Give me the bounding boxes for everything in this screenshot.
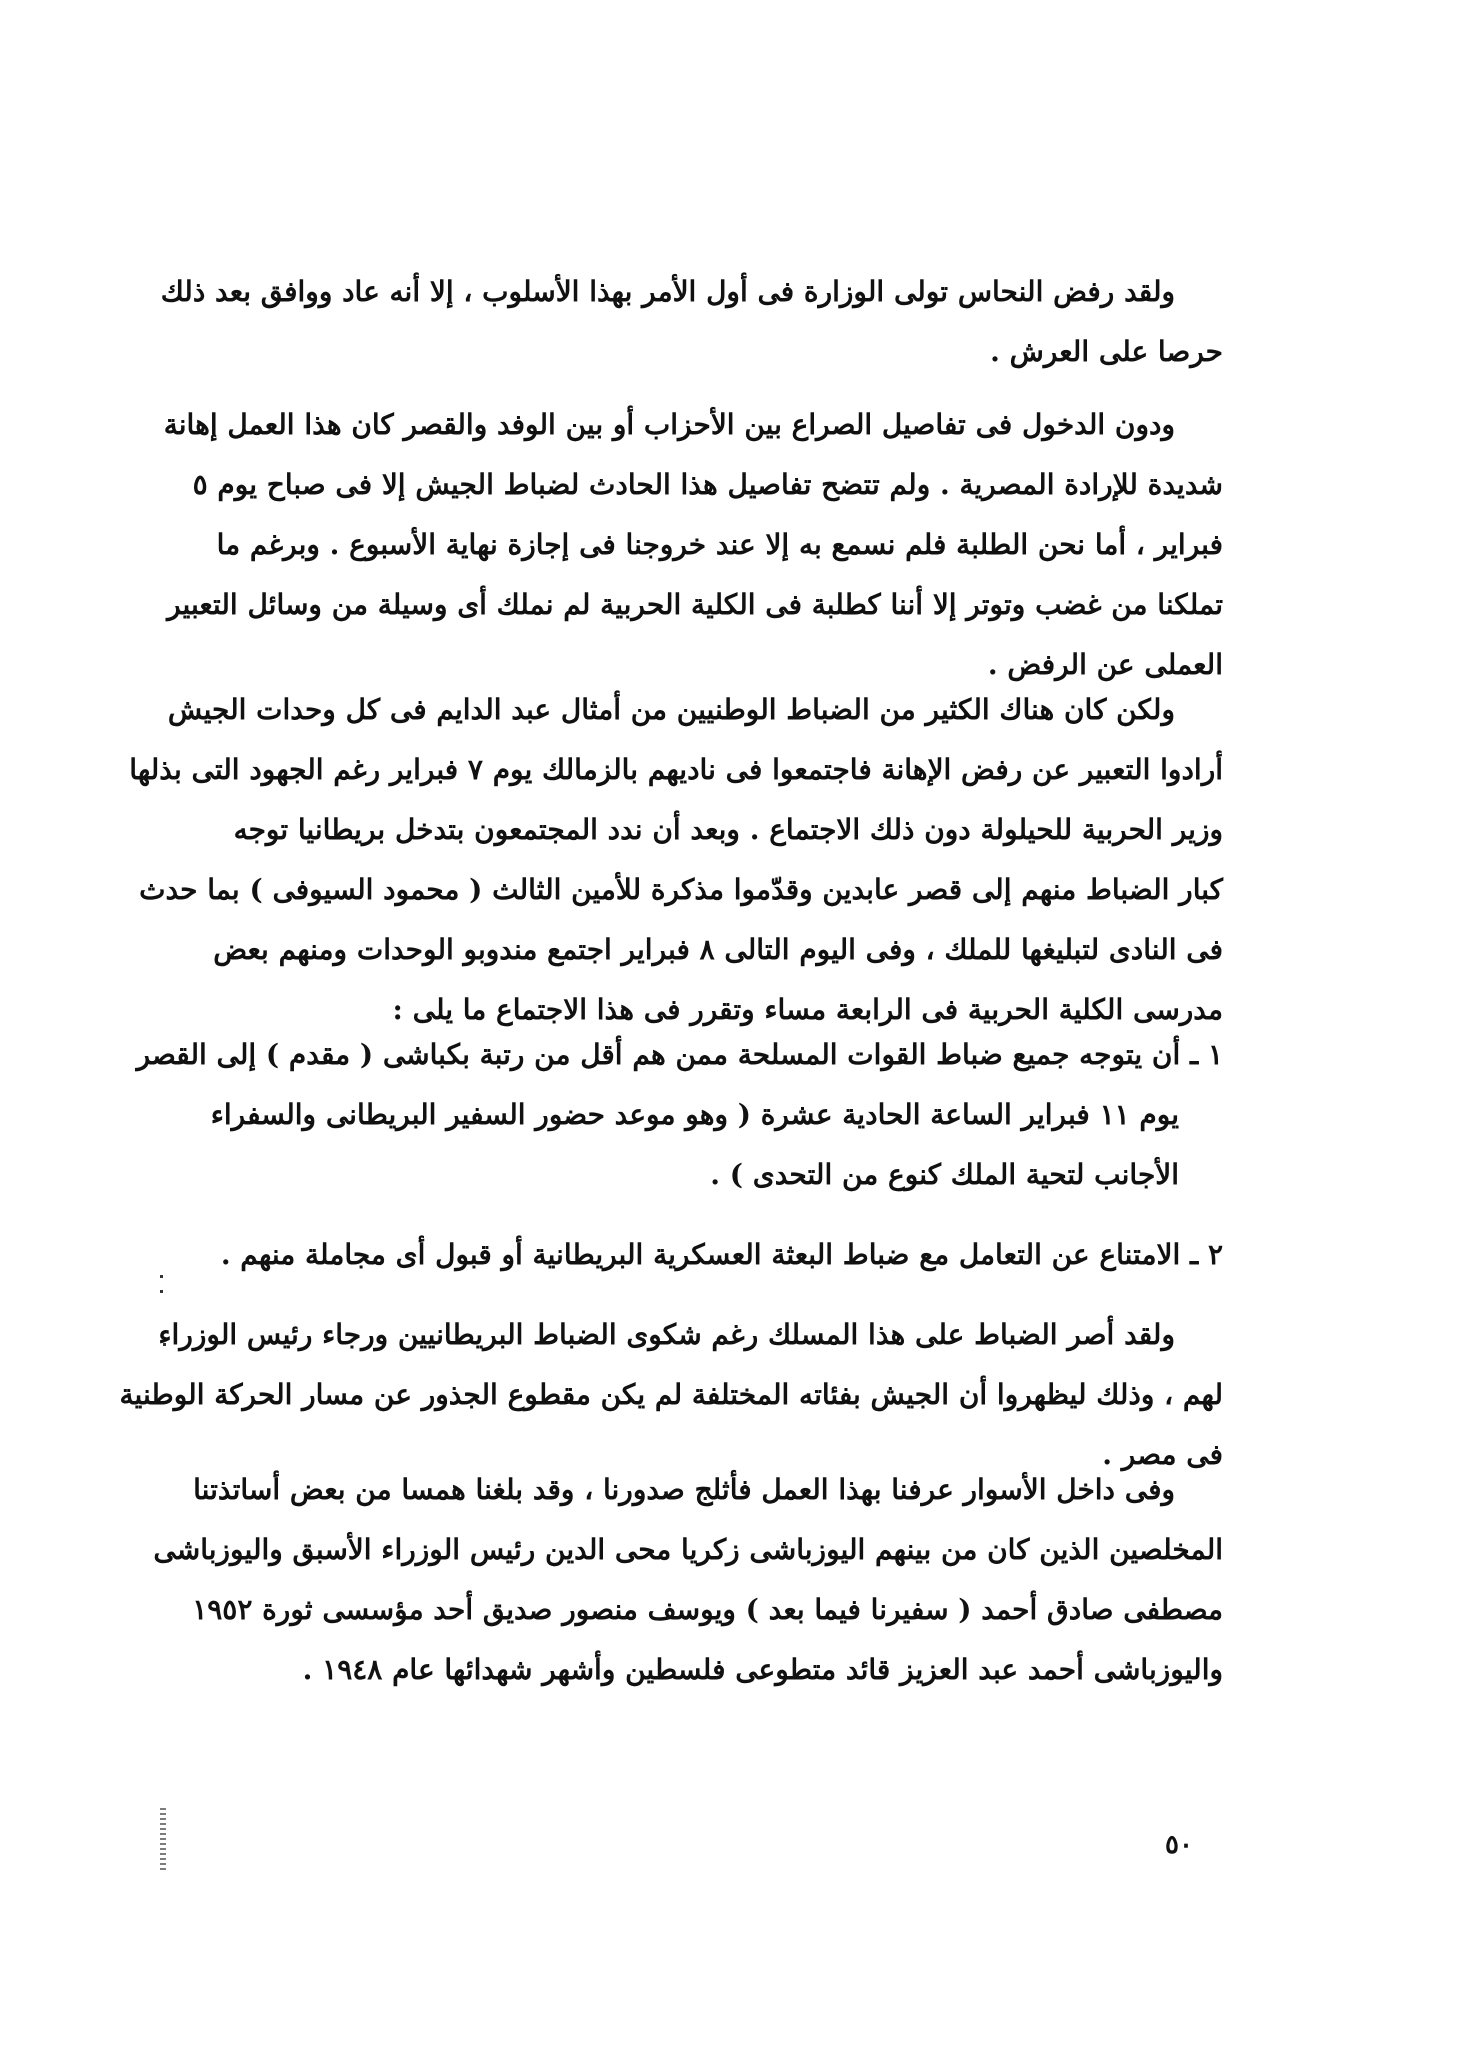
text-line: تملكنا من غضب وتوتر إلا أننا كطلبة فى الكلية الحربية لم نملك أى وسيلة من وسائل التعبير [167,588,1223,621]
text-line: واليوزباشى أحمد عبد العزيز قائد متطوعى فلسطين وأشهر شهدائها عام ١٩٤٨ . [302,1653,1223,1686]
text-line: فى النادى لتبليغها للملك ، وفى اليوم التالى ٨ فبراير اجتمع مندوبو الوحدات ومنهم بعض [213,933,1223,966]
text-line: ولكن كان هناك الكثير من الضباط الوطنيين من أمثال عبد الدايم فى كل وحدات الجيش [167,693,1175,726]
paragraph [119,1305,1223,1485]
text-line: ١ ـ أن يتوجه جميع ضباط القوات المسلحة ممن هم أقل من رتبة بكباشى ( مقدم ) إلى القصر [136,1038,1223,1071]
text-line: فى مصر . [1102,1438,1223,1471]
text-line: وفى داخل الأسوار عرفنا بهذا العمل فأثلج صدورنا ، وقد بلغنا همسا من بعض أساتذتنا [193,1473,1175,1506]
text-line: ولقد أصر الضباط على هذا المسلك رغم شكوى الضباط البريطانيين ورجاء رئيس الوزراء [158,1318,1175,1351]
text-line: المخلصين الذين كان من بينهم اليوزباشى زكريا محى الدين رئيس الوزراء الأسبق واليوزباشى [153,1533,1223,1566]
text-line: فبراير ، أما نحن الطلبة فلم نسمع به إلا عند خروجنا فى إجازة نهاية الأسبوع . وبرغم ما [216,528,1223,561]
paragraph [160,262,1223,382]
scan-speck [160,1290,163,1293]
scan-speck [160,1275,163,1278]
text-line: لهم ، وذلك ليظهروا أن الجيش بفئاته المختلفة لم يكن مقطوع الجذور عن مسار الحركة الوطنية [119,1378,1223,1411]
text-line: كبار الضباط منهم إلى قصر عابدين وقدّموا مذكرة للأمين الثالث ( محمود السيوفى ) بما حدث [139,873,1223,906]
page-number: ٥٠ [1165,1830,1193,1860]
paragraph [163,395,1223,695]
numbered-list-item [136,1025,1223,1205]
text-line: يوم ١١ فبراير الساعة الحادية عشرة ( وهو موعد حضور السفير البريطانى والسفراء [210,1098,1179,1131]
text-line: أرادوا التعبير عن رفض الإهانة فاجتمعوا فى ناديهم بالزمالك يوم ٧ فبراير رغم الجهود التى بذلها [129,753,1223,786]
text-line: ودون الدخول فى تفاصيل الصراع بين الأحزاب أو بين الوفد والقصر كان هذا العمل إهانة [163,408,1175,441]
text-line: العملى عن الرفض . [987,648,1223,681]
text-line: ٢ ـ الامتناع عن التعامل مع ضباط البعثة العسكرية البريطانية أو قبول أى مجاملة منهم . [220,1238,1223,1271]
text-line: الأجانب لتحية الملك كنوع من التحدى ) . [710,1158,1179,1191]
paragraph [153,1460,1223,1700]
text-line: وزير الحربية للحيلولة دون ذلك الاجتماع . وبعد أن ندد المجتمعون بتدخل بريطانيا توجه [233,813,1223,846]
text-line: حرصا على العرش . [990,335,1223,368]
paragraph [129,680,1223,1040]
text-line: مدرسى الكلية الحربية فى الرابعة مساء وتقرر فى هذا الاجتماع ما يلى : [392,993,1223,1026]
text-line: شديدة للإرادة المصرية . ولم تتضح تفاصيل هذا الحادث لضباط الجيش إلا فى صباح يوم ٥ [192,468,1223,501]
numbered-list-item [220,1225,1223,1285]
text-line: مصطفى صادق أحمد ( سفيرنا فيما بعد ) ويوسف منصور صديق أحد مؤسسى ثورة ١٩٥٢ [192,1593,1223,1626]
scan-edge-mark [160,1808,166,1870]
text-line: ولقد رفض النحاس تولى الوزارة فى أول الأمر بهذا الأسلوب ، إلا أنه عاد ووافق بعد ذلك [160,275,1175,308]
